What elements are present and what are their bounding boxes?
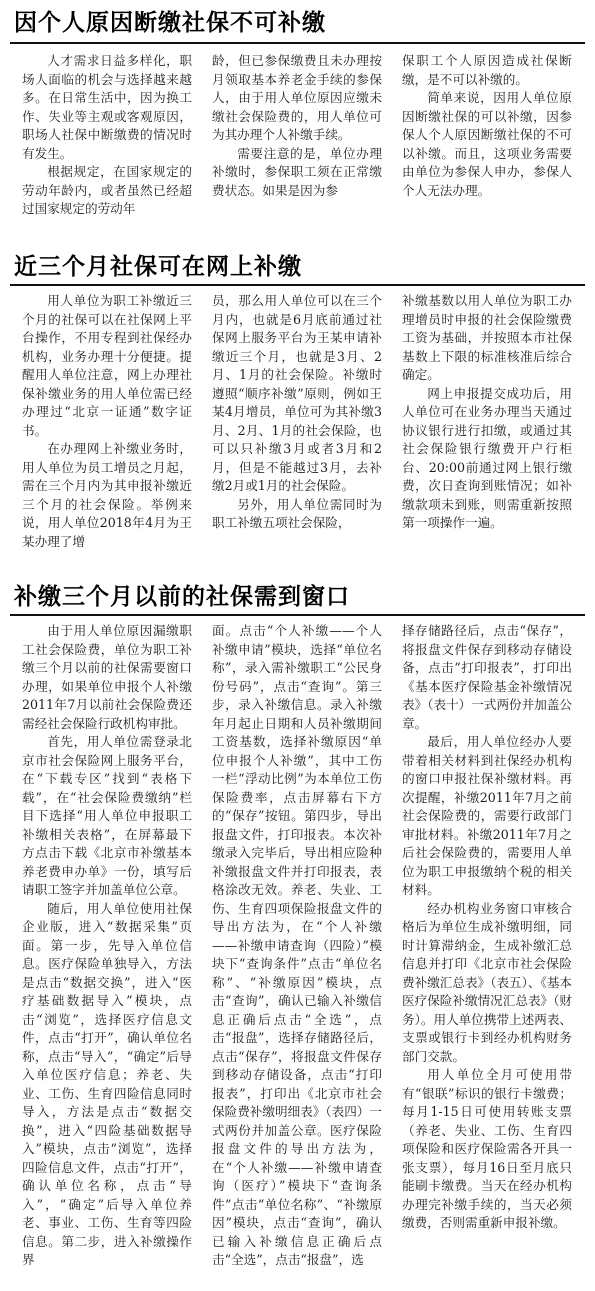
paragraph: 在办理网上补缴业务时，用人单位为员工增员之月起，需在三个月内为其申报补缴近三个月的社会保险。举例来说，用人单位2018年4月为王某办理了增	[22, 441, 192, 549]
paragraph: 龄，但已参保缴费且未办理按月领取基本养老金手续的参保人，由于用人单位原因应缴未缴社会保险费的，用人单位可为其办理个人补缴手续。	[212, 53, 382, 142]
paragraph: 面。点击“个人补缴——个人补缴申请”模块，选择“单位名称”，录入需补缴职工“公民身份号码”，点击“查询”。第三步，录入补缴信息。录入补缴年月起止日期和人员补缴期间工资基数，选择补缴原因“单位申报个人补缴”，其中工伤一栏“浮动比例”为本单位工伤保险费率，点击屏幕右下方的“保存”按钮。第四步，导出报盘文件，打印报表。本次补缴录入完毕后，导出相应险种补缴报盘文件并打印报表，表格涂改无效。养老、失业、工伤、生育四项保险报盘文件的导出方法为，在“个人补缴——补缴申请查询（四险）”模块下“查询条件”点击“单位名称”、“补缴原因”模块，点击“查询”，确认已输入补缴信息正确后点击“全选”，点击“报盘”，选择存储路径后，点击“保存”，将报盘文件保存到移动存储设备，点击“打印报表”，打印出《北京市社会保险费补缴明细表》（表四）一式两份并加盖公章。医疗保险报盘文件的导出方法为，在“个人补缴——补缴申请查询（医疗）”模块下“查询条件”点击“单位名称”、“补缴原因”模块，点击“查询”，确认已输入补缴信息正确后点击“全选”，点击“报盘”，选	[212, 623, 382, 1267]
section-headline: 补缴三个月以前的社保需到窗口	[14, 584, 350, 610]
article-column	[212, 292, 382, 567]
section-window-supplement	[0, 574, 595, 1291]
paragraph: 最后，用人单位经办人要带着相关材料到社保经办机构的窗口申报社保补缴材料。再次提醒，补缴2011年7月之前社会保险费的，需要行政部门审批材料。补缴2011年7月之后社会保险费的，需要用人单位为职工申报缴纳个税的相关材料。	[402, 734, 572, 897]
paragraph: 择存储路径后，点击“保存”，将报盘文件保存到移动存储设备，点击“打印报表”，打印出《基本医疗保险基金补缴情况表》（表十）一式两份并加盖公章。	[402, 623, 572, 731]
section-headline: 近三个月社保可在网上补缴	[14, 254, 302, 280]
paragraph: 用人单位为职工补缴近三个月的社保可以在社保网上平台操作，不用专程到社保经办机构，业务办理十分便捷。提醒用人单位注意，网上办理社保补缴业务的用人单位需已经办理过“北京一证通”数字证书。	[22, 293, 192, 438]
section-headline: 因个人原因断缴社保不可补缴	[14, 10, 326, 36]
paragraph: 需要注意的是，单位办理补缴时，参保职工须在正常缴费状态。如果是因为参	[212, 145, 382, 198]
article-column	[22, 622, 192, 1288]
section-online-supplement	[0, 244, 595, 574]
article-column	[402, 622, 572, 1288]
paragraph: 网上申报提交成功后，用人单位可在业务办理当天通过协议银行进行扣缴，或通过其社会保险银行缴费开户行柜台、20:00前通过网上银行缴费，次日查询到账情况；如补缴款项未到账，则需重新按照第一项操作一遍。	[402, 385, 572, 530]
paragraph: 补缴基数以用人单位为职工办理增员时申报的社会保险缴费工资为基础，并按照本市社保基数上下限的标准核准后综合确定。	[402, 293, 572, 382]
paragraph: 随后，用人单位使用社保企业版，进入“数据采集”页面。第一步，先导入单位信息。医疗保险单独导入，方法是点击“数据交换”，进入“医疗基础数据导入”模块，点击“浏览”，选择医疗信息文件，点击“打开”，确认单位名称，点击“导入”，“确定”后导入单位医疗信息；养老、失业、工伤、生育四险信息同时导入，方法是点击“数据交换”，进入“四险基础数据导入”模块，点击“浏览”，选择四险信息文件，点击“打开”，确认单位名称，点击“导入”，“确定”后导入单位养老、事业、工伤、生育等四险信息。第二步，进入补缴操作界	[22, 900, 192, 1267]
paragraph: 用人单位全月可使用带有“银联”标识的银行卡缴费；每月1-15日可使用转账支票（养老、失业、工伤、生育四项保险和医疗保险需各开具一张支票），每月16日至月底只能刷卡缴费。当天在经办机构办理完补缴手续的，当天必须缴费，否则需重新申报补缴。	[402, 1067, 572, 1230]
headline-rule	[10, 42, 585, 44]
paragraph: 人才需求日益多样化，职场人面临的机会与选择越来越多。在日常生活中，因为换工作、失业等主观或客观原因，职场人社保中断缴费的情况时有发生。	[22, 53, 192, 161]
paragraph: 另外，用人单位需同时为职工补缴五项社会保险，	[212, 496, 382, 530]
paragraph: 简单来说，因用人单位原因断缴社保的可以补缴，因参保人个人原因断缴社保的不可以补缴。而且，这项业务需要由单位为参保人申办，参保人个人无法办理。	[402, 90, 572, 198]
paragraph: 首先，用人单位需登录北京市社会保险网上服务平台，在“下载专区”找到“表格下载”，在“社会保险费缴纳”栏目下选择“用人单位申报职工补缴相关表格”，在屏幕最下方点击下载《北京市补缴基本养老费申办单》一份，填写后请职工签字并加盖单位公章。	[22, 734, 192, 897]
paragraph: 由于用人单位原因漏缴职工社会保险费，单位为职工补缴三个月以前的社保需要窗口办理，如果单位申报个人补缴2011年7月以前社会保险费还需经社会保险行政机构审批。	[22, 623, 192, 731]
headline-rule	[10, 614, 585, 616]
article-column	[22, 292, 192, 567]
paragraph: 根据规定，在国家规定的劳动年龄内，或者虽然已经超过国家规定的劳动年	[22, 164, 192, 216]
paragraph: 经办机构业务窗口审核合格后为单位生成补缴明细，同时计算滞纳金，生成补缴汇总信息并打印《北京市社会保险费补缴汇总表》（表五）、《基本医疗保险补缴情况汇总表》（财务）。用人单位携带上述两表、支票或银行卡到经办机构财务部门交款。	[402, 900, 572, 1064]
paragraph: 员，那么用人单位可以在三个月内，也就是6月底前通过社保网上服务平台为王某申请补缴近三个月，也就是3月、2月、1月的社会保险。补缴时遵照“顺序补缴”原则，例如王某4月增员，单位可为其补缴3月、2月、1月的社会保险，也可以只补缴3月或者3月和2月，但是不能越过3月，去补缴2月或1月的社会保险。	[212, 293, 382, 493]
article-column	[212, 622, 382, 1288]
section-personal-reason	[0, 0, 595, 244]
article-column	[212, 52, 382, 240]
paragraph: 保职工个人原因造成社保断缴，是不可以补缴的。	[402, 53, 572, 87]
article-column	[402, 52, 572, 240]
headline-rule	[10, 284, 585, 286]
article-column	[22, 52, 192, 240]
article-column	[402, 292, 572, 567]
